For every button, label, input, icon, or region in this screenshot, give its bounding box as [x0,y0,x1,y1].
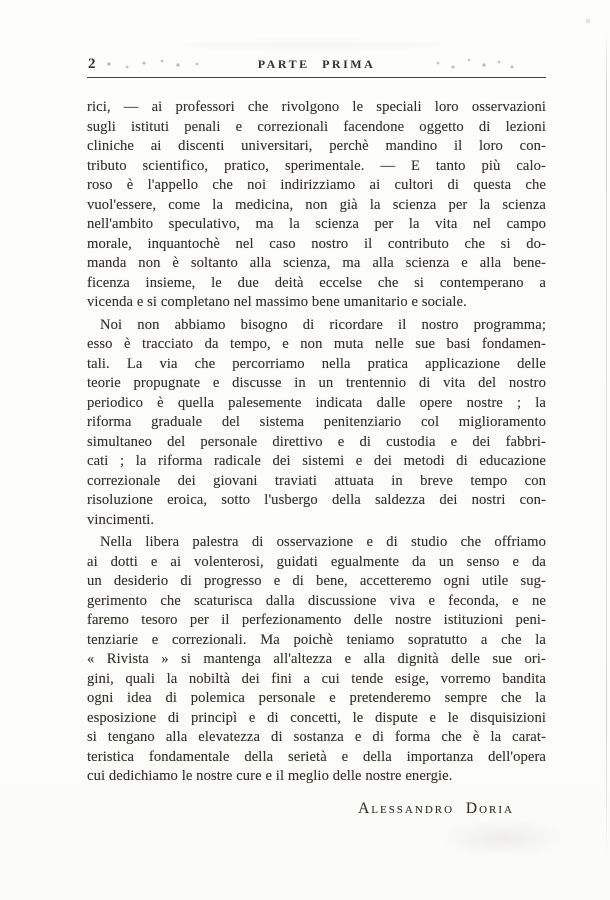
text-line: si tengano alla elevatezza di sostanza e di forma che è la carat- [87,729,546,745]
scan-speckles [0,0,2,2]
text-line: tenziarie e correzionali. Ma poichè teniamo sopratutto a che la [87,631,546,648]
text-line: nell'ambito speculativo, ma la scienza per la vita nel campo [87,216,546,232]
text-line: rici, — ai professori che rivolgono le speciali loro osservazioni [87,99,546,115]
text-line: sugli istituti penali e correzionali facendone oggetto di lezioni [87,118,546,135]
text-line: Nella libera palestra di osservazione e di studio che offriamo [100,534,546,550]
page-edge-line [606,25,607,860]
page-body [87,98,546,818]
text-line: tali. La via che percorriamo nella pratica applicazione delle [87,355,546,372]
text-line: cui dedichiamo le nostre cure e il meglio delle nostre energie. [87,768,453,784]
text-line: gerimento che scaturisca dalla discussione viva e feconda, e ne [87,592,546,609]
text-line: risoluzione eroica, sotto l'usbergo della saldezza dei nostri con- [87,492,546,508]
text-line: un desiderio di progresso e di bene, accetteremo ogni utile sug- [87,573,546,589]
scan-smudge [150,38,470,52]
text-line: ai dotti e ai volenterosi, guidati egualmente da un senso e da [87,553,546,570]
text-line: ficenza insieme, le due deità eccelse che si contemperano a [87,274,546,291]
text-line: Noi non abbiamo bisogno di ricordare il nostro programma; [100,316,546,333]
paragraph [87,98,546,313]
text-line: roso è l'appello che noi indirizziamo ai cultori di questa che [87,177,546,193]
text-line: cati ; la riforma radicale dei sistemi e dei metodi di educazione [87,453,546,469]
scan-smudge [438,818,568,858]
text-line: periodico è quella palesemente indicata dalle opere nostre ; la [87,394,546,411]
page-header [87,56,546,78]
text-line: teristica fondamentale della serietà e della importanza dell'opera [87,748,546,765]
text-line: vincimenti. [87,511,155,528]
page-number: 2 [88,56,96,72]
paragraph [87,316,546,531]
text-line: simultaneo del personale direttivo e di custodia e dei fabbri- [87,433,546,450]
text-line: correzionale dei giovani traviati attuata in breve tempo con [87,472,546,489]
paragraph [87,533,546,787]
text-line: tributo scientifico, pratico, sperimentale. — E tanto più calo- [87,157,546,174]
text-line: esso è tracciato da tempo, e non muta nelle sue basi fondamen- [87,336,546,352]
text-line: teorie propugnate e discusse in un trentennio di vita del nostro [87,375,546,391]
running-title: PARTE PRIMA [257,57,376,71]
text-line: faremo tesoro per il perfezionamento delle nostre istituzioni peni- [87,612,546,628]
text-line: vicenda e si completano nel massimo bene umanitario e sociale. [87,294,467,310]
text-line: riforma graduale del sistema penitenziario col miglioramento [87,414,546,430]
text-line: vuol'essere, come la medicina, non già la scienza per la scienza [87,196,546,213]
text-line: cliniche ai discenti universitari, perchè mandino il loro con- [87,138,546,154]
text-line: « Rivista » si mantenga all'altezza e alla dignità delle sue ori- [87,651,546,667]
text-line: ogni idea di polemica personale e pretenderemo sempre che la [87,690,546,706]
author-signature: Alessandro Doria [358,799,514,817]
text-line: esposizione di principì e di concetti, le dispute e le disquisizioni [87,709,546,726]
text-line: manda non è soltanto alla scienza, ma alla scienza e alla bene- [87,255,546,271]
text-line: gini, quali la nobiltà dei fini a cui tende esige, vorremo bandita [87,670,546,687]
text-line: morale, inquantochè nel caso nostro il contributo che si do- [87,235,546,252]
